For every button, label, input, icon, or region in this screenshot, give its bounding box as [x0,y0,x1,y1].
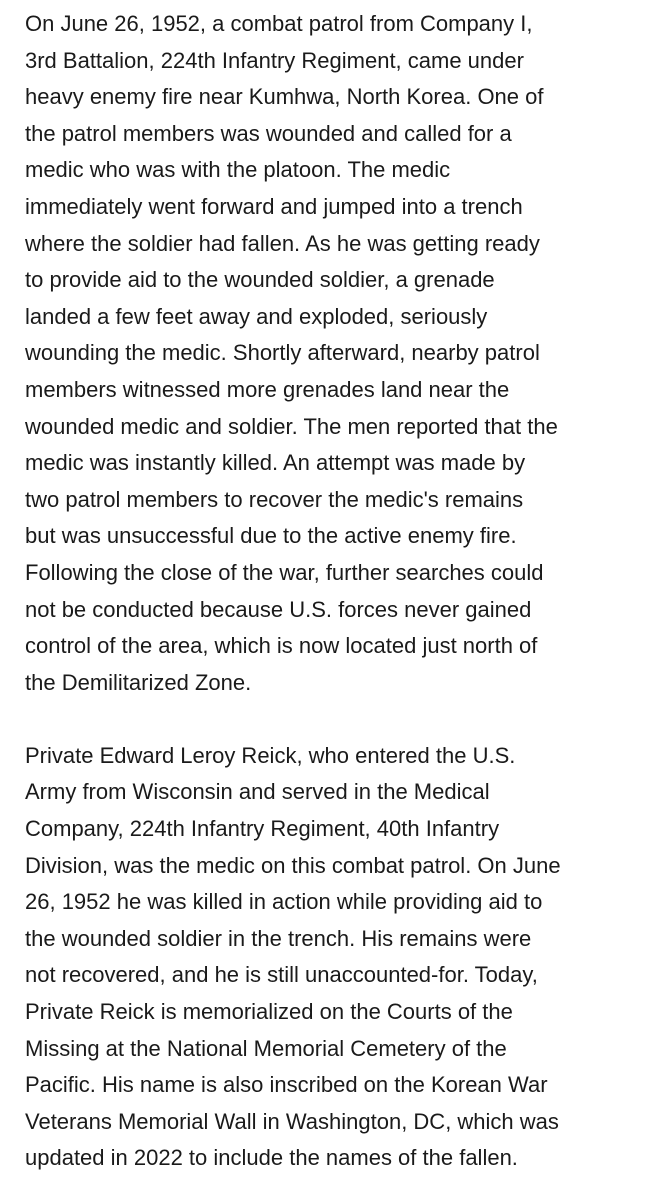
text-line: landed a few feet away and exploded, seriously [25,303,488,329]
text-line: to provide aid to the wounded soldier, a grenade [25,267,495,293]
paragraph-private-reick [25,738,637,1177]
text-line: wounding the medic. Shortly afterward, nearby patrol [25,340,540,366]
article-body [25,6,637,1177]
text-line: control of the area, which is now located just north of [25,633,538,659]
text-line: Company, 224th Infantry Regiment, 40th Infantry [25,816,500,842]
text-line: members witnessed more grenades land near the [25,376,510,402]
text-line: where the soldier had fallen. As he was getting ready [25,230,540,256]
text-line: 26, 1952 he was killed in action while providing aid to [25,889,543,915]
text-line: the patrol members was wounded and called for a [25,120,512,146]
text-line: Private Edward Leroy Reick, who entered the U.S. [25,742,516,768]
paragraph-patrol-account [25,6,637,701]
text-line: On June 26, 1952, a combat patrol from Company I, [25,11,533,36]
text-line: wounded medic and soldier. The men reported that the [25,413,558,439]
text-line: medic was instantly killed. An attempt was made by [25,450,526,476]
text-line: two patrol members to recover the medic's remains [25,486,524,512]
text-line: but was unsuccessful due to the active enemy fire. [25,523,517,549]
text-line: 3rd Battalion, 224th Infantry Regiment, came under [25,47,524,73]
text-line: heavy enemy fire near Kumhwa, North Korea. One of [25,84,544,110]
text-line: medic who was with the platoon. The medic [25,157,451,183]
text-line: Following the close of the war, further searches could [25,559,544,585]
text-line: Private Reick is memorialized on the Courts of the [25,999,513,1025]
text-line: updated in 2022 to include the names of the fallen. [25,1145,518,1171]
text-line: the wounded soldier in the trench. His remains were [25,925,532,951]
text-line: not recovered, and he is still unaccounted-for. Today, [25,962,538,988]
text-line: Army from Wisconsin and served in the Medical [25,779,490,805]
text-line: Missing at the National Memorial Cemetery of the [25,1035,507,1061]
text-line: immediately went forward and jumped into a trench [25,193,523,219]
text-line: the Demilitarized Zone. [25,669,252,695]
text-line: not be conducted because U.S. forces never gained [25,596,532,622]
text-line: Division, was the medic on this combat patrol. On June [25,852,561,878]
text-line: Pacific. His name is also inscribed on the Korean War [25,1072,548,1098]
text-line: Veterans Memorial Wall in Washington, DC, which was [25,1108,559,1134]
